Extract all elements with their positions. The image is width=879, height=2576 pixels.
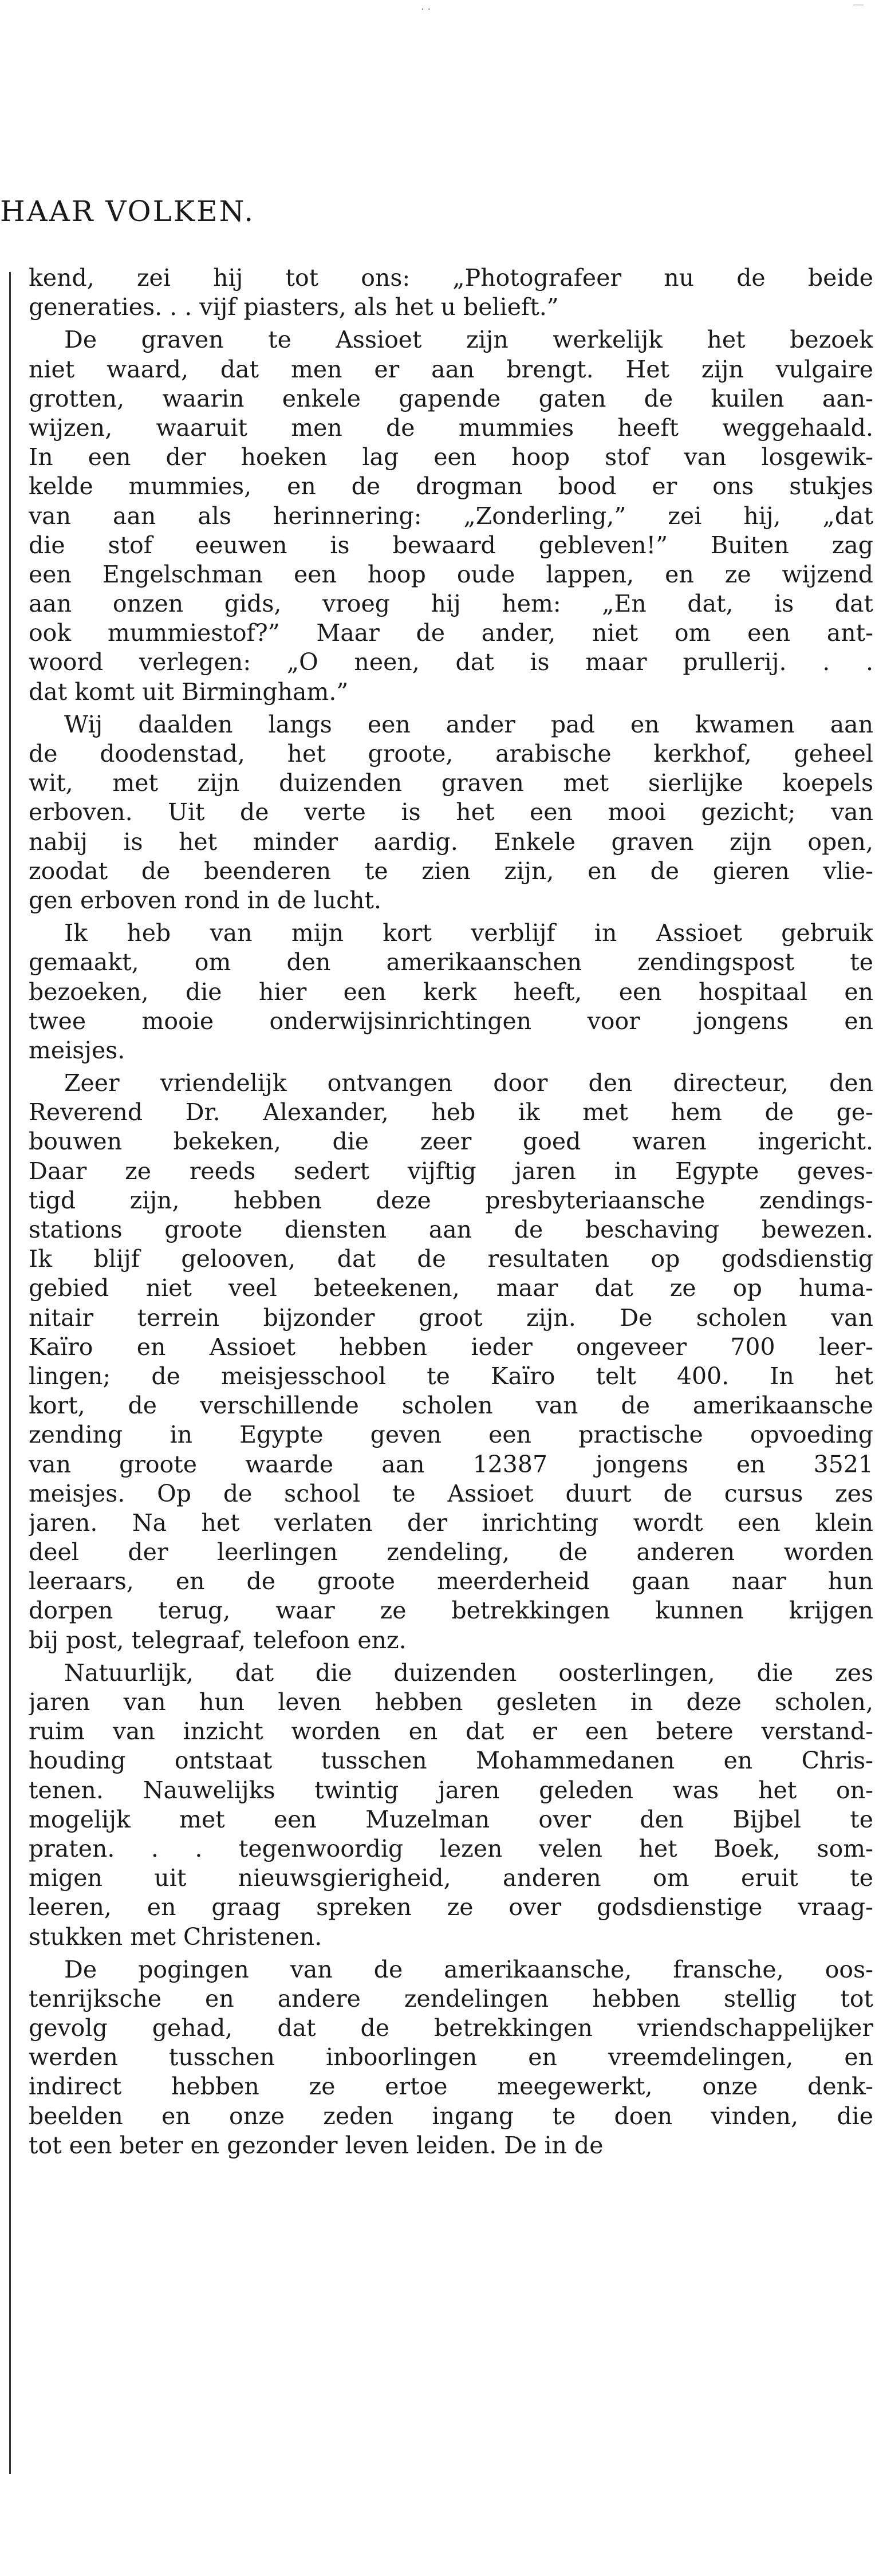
page-body (29, 263, 873, 2160)
paragraph (29, 1069, 873, 1655)
text-line: houding ontstaat tusschen Mohammedanen en Chris- (29, 1747, 873, 1775)
text-line: lingen; de meisjesschool te Kaïro telt 400. In het (29, 1362, 873, 1390)
paragraph (29, 710, 873, 915)
text-line: erboven. Uit de verte is het een mooi gezicht; van (29, 798, 873, 826)
paragraph (29, 263, 873, 322)
text-line: zending in Egypte geven een practische opvoeding (29, 1421, 873, 1449)
text-line: tigd zijn, hebben deze presbyteriaansche zendings- (29, 1186, 873, 1214)
paragraph (29, 1955, 873, 2160)
text-line: Zeer vriendelijk ontvangen door den directeur, den (64, 1069, 873, 1097)
text-line: een Engelschman een hoop oude lappen, en ze wijzend (29, 560, 873, 588)
text-line: De pogingen van de amerikaansche, fransche, oos- (64, 1955, 873, 1983)
text-line: migen uit nieuwsgierigheid, anderen om eruit te (29, 1864, 873, 1892)
text-line: Daar ze reeds sedert vijftig jaren in Egypte geves- (29, 1157, 873, 1185)
text-line: generaties. . . vijf piasters, als het u belieft.” (29, 293, 559, 321)
paragraph (29, 325, 873, 706)
text-line: tenen. Nauwelijks twintig jaren geleden was het on- (29, 1776, 873, 1804)
text-line: van groote waarde aan 12387 jongens en 3521 (29, 1450, 873, 1478)
text-line: bij post, telegraaf, telefoon enz. (29, 1626, 407, 1654)
text-line: kend, zei hij tot ons: „Photografeer nu de beide (29, 264, 873, 292)
text-line: zoodat de beenderen te zien zijn, en de gieren vlie- (29, 857, 873, 885)
text-line: indirect hebben ze ertoe meegewerkt, onze denk- (29, 2073, 873, 2101)
text-line: Natuurlijk, dat die duizenden oosterlingen, die zes (64, 1659, 873, 1687)
text-line: bezoeken, die hier een kerk heeft, een hospitaal en (29, 978, 873, 1006)
running-head: HAAR VOLKEN. (0, 195, 255, 228)
text-line: beelden en onze zeden ingang te doen vinden, die (29, 2102, 873, 2130)
text-line: dat komt uit Birmingham.” (29, 678, 349, 706)
text-line: gen erboven rond in de lucht. (29, 886, 382, 914)
text-line: ook mummiestof?” Maar de ander, niet om een ant- (29, 619, 873, 647)
text-line: nitair terrein bijzonder groot zijn. De scholen van (29, 1303, 873, 1332)
text-line: Ik blijf gelooven, dat de resultaten op godsdienstig (29, 1245, 873, 1273)
text-line: Ik heb van mijn kort verblijf in Assioet gebruik (64, 919, 873, 947)
text-line: tot een beter en gezonder leven leiden. De in de (29, 2131, 604, 2159)
text-line: twee mooie onderwijsinrichtingen voor jongens en (29, 1007, 873, 1035)
text-line: tenrijksche en andere zendelingen hebben stellig tot (29, 1984, 873, 2012)
text-line: jaren van hun leven hebben gesleten in deze scholen, (29, 1688, 873, 1716)
text-line: nabij is het minder aardig. Enkele graven zijn open, (29, 828, 873, 856)
text-line: werden tusschen inboorlingen en vreemdelingen, en (29, 2043, 873, 2071)
text-line: kort, de verschillende scholen van de amerikaansche (29, 1392, 873, 1420)
text-line: Kaïro en Assioet hebben ieder ongeveer 700 leer- (29, 1333, 873, 1361)
text-line: leeraars, en de groote meerderheid gaan naar hun (29, 1567, 873, 1596)
scan-mark-top: · · (421, 3, 431, 15)
text-line: die stof eeuwen is bewaard gebleven!” Buiten zag (29, 531, 873, 559)
text-line: deel der leerlingen zendeling, de anderen worden (29, 1538, 873, 1566)
text-line: woord verlegen: „O neen, dat is maar prullerij. . . (29, 648, 873, 676)
text-line: niet waard, dat men er aan brengt. Het zijn vulgaire (29, 355, 873, 383)
text-line: de doodenstad, het groote, arabische kerkhof, geheel (29, 740, 873, 767)
text-line: wit, met zijn duizenden graven met sierlijke koepels (29, 769, 873, 797)
text-line: aan onzen gids, vroeg hij hem: „En dat, is dat (29, 590, 873, 618)
text-line: stukken met Christenen. (29, 1923, 322, 1951)
text-line: meisjes. Op de school te Assioet duurt de cursus zes (29, 1479, 873, 1507)
text-line: stations groote diensten aan de beschaving bewezen. (29, 1216, 873, 1243)
text-line: gebied niet veel beteekenen, maar dat ze op huma- (29, 1274, 873, 1302)
text-line: praten. . . tegenwoordig lezen velen het Boek, som- (29, 1834, 873, 1862)
text-line: van aan als herinnering: „Zonderling,” zei hij, „dat (29, 502, 873, 530)
text-line: bouwen bekeken, die zeer goed waren ingericht. (29, 1128, 873, 1156)
margin-rule (9, 272, 11, 2474)
text-line: leeren, en graag spreken ze over godsdienstige vraag- (29, 1893, 873, 1921)
text-line: wijzen, waaruit men de mummies heeft weggehaald. (29, 413, 873, 442)
scan-mark-corner: ‾‾ (853, 3, 864, 15)
text-line: De graven te Assioet zijn werkelijk het bezoek (64, 326, 873, 354)
text-line: grotten, waarin enkele gapende gaten de kuilen aan- (29, 384, 873, 412)
paragraph (29, 919, 873, 1065)
text-line: ruim van inzicht worden en dat er een betere verstand- (29, 1718, 873, 1746)
text-line: Reverend Dr. Alexander, heb ik met hem de ge- (29, 1098, 873, 1126)
text-line: meisjes. (29, 1036, 125, 1064)
text-line: dorpen terug, waar ze betrekkingen kunnen krijgen (29, 1597, 873, 1625)
text-line: Wij daalden langs een ander pad en kwamen aan (64, 710, 873, 738)
text-line: In een der hoeken lag een hoop stof van losgewik- (29, 443, 873, 471)
text-line: jaren. Na het verlaten der inrichting wordt een klein (29, 1508, 873, 1537)
paragraph (29, 1659, 873, 1952)
text-line: kelde mummies, en de drogman bood er ons stukjes (29, 472, 873, 501)
text-line: mogelijk met een Muzelman over den Bijbel te (29, 1805, 873, 1833)
text-line: gemaakt, om den amerikaanschen zendingspost te (29, 948, 873, 976)
text-line: gevolg gehad, dat de betrekkingen vriendschappelijker (29, 2014, 873, 2042)
